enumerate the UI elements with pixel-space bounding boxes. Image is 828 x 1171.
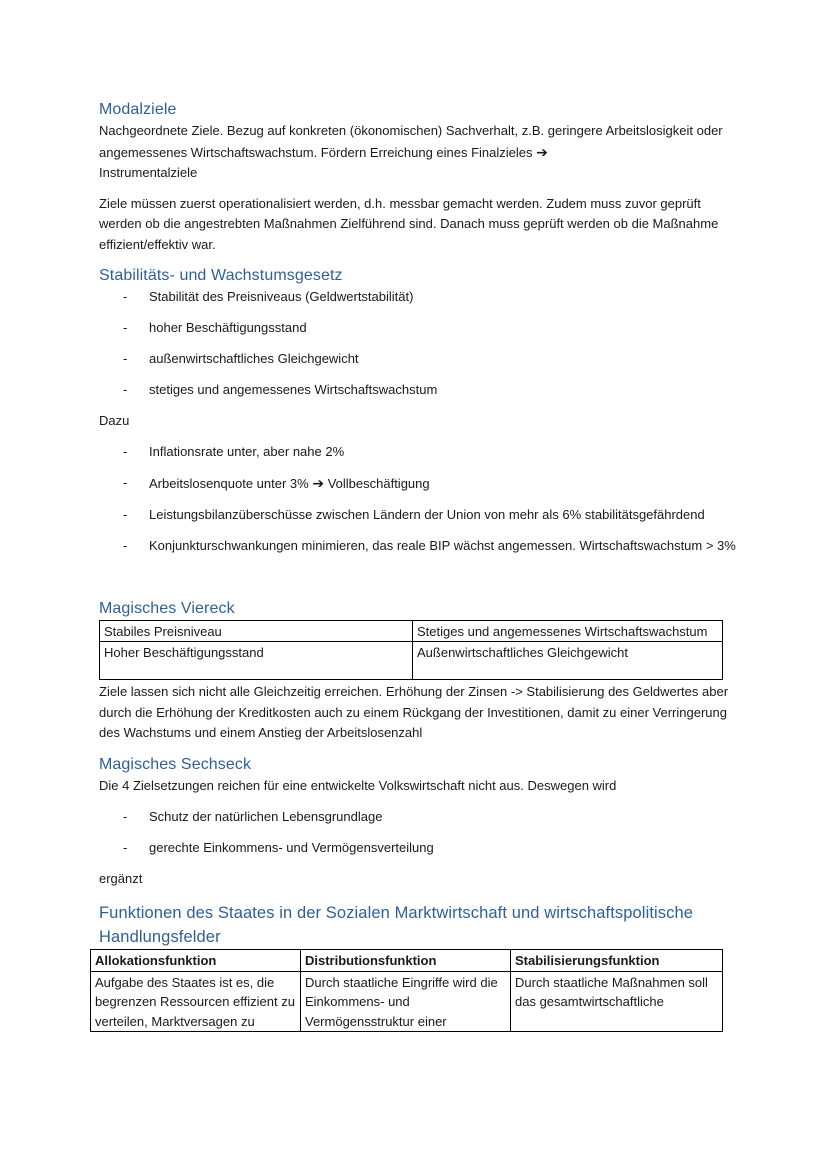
table-cell: Durch staatliche Eingriffe wird die Einkommens- und Vermögensstruktur einer: [301, 971, 511, 1032]
list-item: [99, 349, 739, 370]
table-cell: Stetiges und angemessenes Wirtschaftswachstum: [413, 620, 723, 642]
list-item-text: Leistungsbilanzüberschüsse zwischen Ländern der Union von mehr als 6% stabilitätsgefährdend: [149, 507, 705, 522]
paragraph-modalziele-2: Ziele müssen zuerst operationalisiert werden, d.h. messbar gemacht werden. Zudem muss zuvor geprüft werden ob die angestrebten Maßnahmen Zielführend sind. Danach muss geprüft werden ob die Maßnahme effizient/effektiv war.: [99, 195, 719, 252]
arrow-right-icon: ➔: [312, 475, 325, 491]
dash-bullet: -: [123, 351, 128, 366]
list-sechseck: [99, 807, 739, 859]
dash-bullet: -: [123, 444, 128, 459]
document-page: [95, 99, 739, 1032]
list-item-text: stetiges und angemessenes Wirtschaftswachstum: [149, 382, 438, 397]
list-item-text: gerechte Einkommens- und Vermögensverteilung: [149, 839, 434, 855]
list-item-text: Arbeitslosenquote unter 3%: [149, 476, 309, 491]
paragraph-sechseck-outro: ergänzt: [99, 870, 143, 886]
table-cell: Außenwirtschaftliches Gleichgewicht: [413, 642, 723, 680]
paragraph-sechseck-intro: Die 4 Zielsetzungen reichen für eine entwickelte Volkswirtschaft nicht aus. Deswegen wird: [99, 777, 617, 793]
label-dazu: Dazu: [99, 413, 130, 428]
table-header-cell: Allokationsfunktion: [91, 950, 301, 972]
heading-modalziele: Modalziele: [99, 101, 177, 118]
list-item: [99, 807, 739, 828]
dash-bullet: -: [123, 839, 128, 855]
dash-bullet: -: [123, 320, 128, 335]
table-row: [100, 642, 723, 680]
list-item: [99, 318, 739, 339]
table-header-row: [91, 950, 723, 972]
heading-funktionen: Funktionen des Staates in der Sozialen Marktwirtschaft und wirtschaftspolitische Handlungsfelder: [99, 904, 694, 946]
list-dazu: [99, 442, 739, 557]
dash-bullet: -: [123, 289, 128, 304]
list-item: [99, 442, 739, 463]
list-item-text: Konjunkturschwankungen minimieren, das reale BIP wächst angemessen. Wirtschaftswachstum > 3%: [149, 538, 736, 553]
table-cell: Aufgabe des Staates ist es, die begrenzen Ressourcen effizient zu verteilen, Marktversagen zu: [91, 971, 301, 1032]
list-item: [99, 505, 739, 526]
table-cell: Stabiles Preisniveau: [100, 620, 413, 642]
list-item: [99, 287, 739, 308]
paragraph-modalziele-1: [99, 121, 739, 184]
paragraph-viereck: Ziele lassen sich nicht alle Gleichzeitig erreichen. Erhöhung der Zinsen -> Stabilisierung des Geldwertes aber durch die Erhöhung der Kreditkosten auch zu einem Rückgang der Investitionen, damit zu einer Verringerung des Wachstums und einem Anstieg der Arbeitslosenzahl: [99, 684, 729, 740]
table-header-cell: Distributionsfunktion: [301, 950, 511, 972]
list-item: [99, 380, 739, 401]
dash-bullet: -: [123, 538, 128, 553]
dash-bullet: -: [123, 382, 128, 397]
heading-viereck: Magisches Viereck: [99, 599, 235, 617]
table-header-cell: Stabilisierungsfunktion: [511, 950, 723, 972]
list-stabilitaetsziele: [99, 287, 739, 401]
table-cell: Hoher Beschäftigungsstand: [100, 642, 413, 680]
table-funktionen: [90, 949, 723, 1032]
table-viereck: [99, 620, 723, 681]
dash-bullet: -: [123, 507, 128, 522]
dash-bullet: -: [123, 808, 128, 824]
list-item-text: hoher Beschäftigungsstand: [149, 320, 307, 335]
heading-stabilitaetsgesetz: Stabilitäts- und Wachstumsgesetz: [99, 267, 343, 284]
table-row: [91, 971, 723, 1032]
table-cell: Durch staatliche Maßnahmen soll das gesamtwirtschaftliche: [511, 971, 723, 1032]
arrow-right-icon: ➔: [536, 143, 548, 160]
list-item-text: Vollbeschäftigung: [327, 476, 430, 491]
heading-sechseck: Magisches Sechseck: [99, 755, 252, 773]
list-item: [99, 536, 739, 557]
list-item-text: Stabilität des Preisniveaus (Geldwertstabilität): [149, 289, 414, 304]
dash-bullet: -: [123, 475, 128, 490]
list-item-text: außenwirtschaftliches Gleichgewicht: [149, 351, 359, 366]
list-item-text: Inflationsrate unter, aber nahe 2%: [149, 444, 345, 459]
list-item: [99, 473, 739, 495]
table-row: [100, 620, 723, 642]
para-text: Nachgeordnete Ziele. Bezug auf konkreten (ökonomischen) Sachverhalt, z.B. geringere Arbeitslosigkeit oder angemessenes Wirtschaftswachstum. Fördern Erreichung eines Finalzieles: [99, 123, 723, 160]
list-item: [99, 838, 739, 859]
para-text-cont: Instrumentalziele: [99, 165, 198, 180]
list-item-text: Schutz der natürlichen Lebensgrundlage: [149, 808, 383, 824]
